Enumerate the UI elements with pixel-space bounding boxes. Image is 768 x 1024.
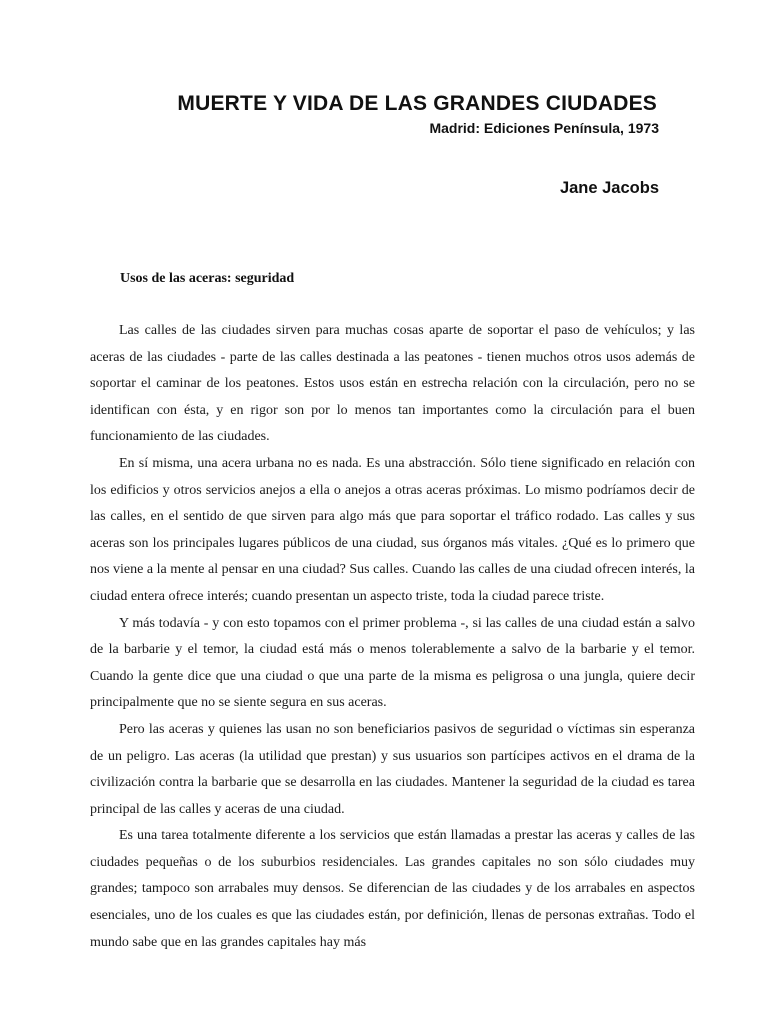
author-name: Jane Jacobs bbox=[559, 179, 659, 197]
section-heading: Usos de las aceras: seguridad bbox=[120, 271, 295, 286]
paragraph: Pero las aceras y quienes las usan no son beneficiarios pasivos de seguridad o víctimas sin esperanza de un peligro. Las aceras (la utilidad que prestan) y sus usuarios son partícipes activos en el drama de la civilización contra la barbarie que se desarrolla en las ciudades. Mantener la seguridad de la ciudad es tarea principal de las calles y aceras de una ciudad. bbox=[90, 721, 695, 817]
paragraph: Las calles de las ciudades sirven para muchas cosas aparte de soportar el paso de vehículos; y las aceras de las ciudades - parte de las calles destinada a las peatones - tienen muchos otros usos además de soportar el caminar de los peatones. Estos usos están en estrecha relación con la circulación, pero no se identifican con ésta, y en rigor son por lo menos tan importantes como la circulación para el buen funcionamiento de las ciudades. bbox=[90, 323, 695, 445]
paragraph: Y más todavía - y con esto topamos con el primer problema -, si las calles de una ciudad están a salvo de la barbarie y el temor, la ciudad está más o menos tolerablemente a salvo de la barbarie y el temor. Cuando la gente dice que una ciudad o que una parte de la misma es peligrosa o una jungla, quiere decir principalmente que no se siente segura en sus aceras. bbox=[90, 615, 695, 711]
document-title: MUERTE Y VIDA DE LAS GRANDES CIUDADES bbox=[177, 92, 657, 115]
publication-info: Madrid: Ediciones Península, 1973 bbox=[429, 120, 659, 136]
paragraph: En sí misma, una acera urbana no es nada. Es una abstracción. Sólo tiene significado en relación con los edificios y otros servicios anejos a ella o anejos a otras aceras próximas. Lo mismo podríamos decir de las calles, en el sentido de que sirven para algo más que para soportar el tráfico rodado. Las calles y sus aceras son los principales lugares públicos de una ciudad, sus órganos más vitales. ¿Qué es lo primero que nos viene a la mente al pensar en una ciudad? Sus calles. Cuando las calles de una ciudad ofrecen interés, la ciudad entera ofrece interés; cuando presentan un aspecto triste, toda la ciudad parece triste. bbox=[90, 455, 695, 604]
body-text bbox=[90, 318, 695, 956]
paragraph: Es una tarea totalmente diferente a los servicios que están llamadas a prestar las aceras y calles de las ciudades pequeñas o de los suburbios residenciales. Las grandes capitales no son sólo ciudades muy grandes; tampoco son arrabales muy densos. Se diferencian de las ciudades y de los arrabales en aspectos esenciales, uno de los cuales es que las ciudades están, por definición, llenas de personas extrañas. Todo el mundo sabe que en las grandes capitales hay más bbox=[90, 828, 695, 950]
